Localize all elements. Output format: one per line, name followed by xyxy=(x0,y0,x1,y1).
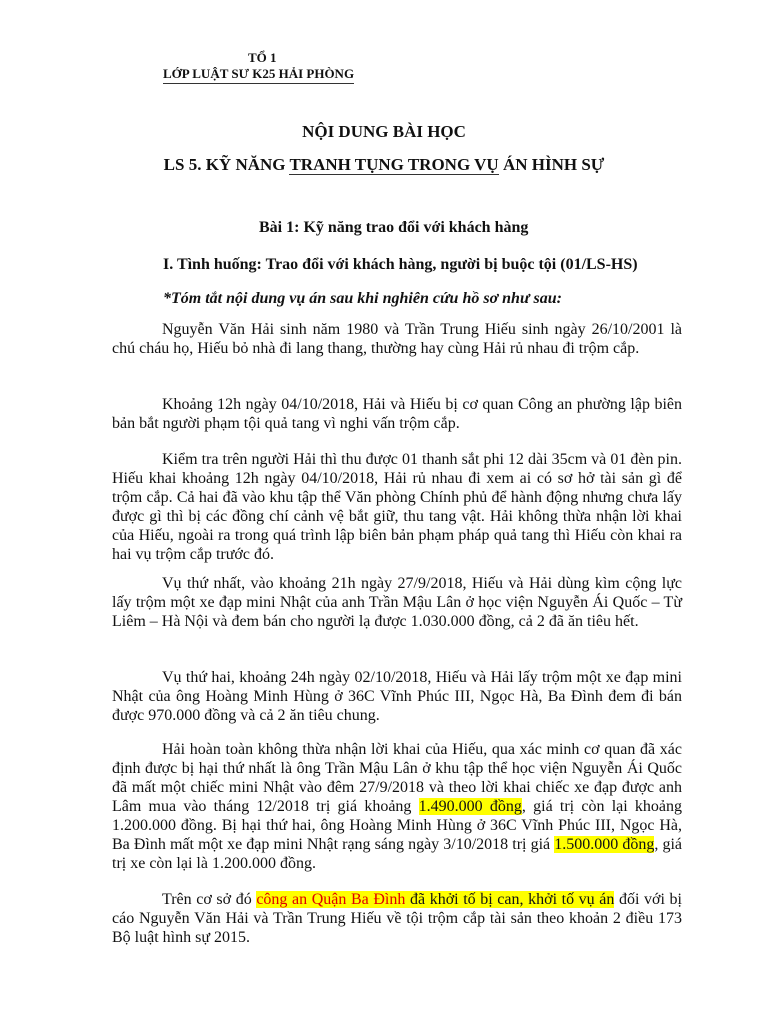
p7-red-highlight: công an Quận Ba Đình xyxy=(256,891,406,908)
situation-heading: I. Tình huống: Trao đổi với khách hàng, người bị buộc tội (01/LS-HS) xyxy=(163,256,638,273)
p6-highlight-2: 1.500.000 đồng xyxy=(554,836,655,853)
lesson-heading: Bài 1: Kỹ năng trao đổi với khách hàng xyxy=(259,219,529,236)
document-title: NỘI DUNG BÀI HỌC xyxy=(302,122,466,141)
p6-text-a: Hải hoàn toàn không thừa nhận lời khai của Hiếu, qua xác minh cơ quan đã xác định được bị hại thứ nhất là ông Trần Mậu Lân ở khu tập thể học viện Nguyễn Ái Quốc đã mất một chiếc mini Nhật vào đêm 27/9/2018 và theo lời khai chiếc xe đạp được anh Lâm mua vào tháng 12/2018 trị giá khoảng xyxy=(112,741,682,815)
subtitle-part-3: ÁN HÌNH SỰ xyxy=(498,155,605,174)
group-label: TỔ 1 xyxy=(248,50,277,65)
p7-text-b: đối với bị cáo Nguyễn Văn Hải và Trần Trung Hiếu về tội trộm cắp tài sản theo khoản 2 điều 173 Bộ luật hình sự 2015. xyxy=(112,891,683,946)
paragraph-2: Khoảng 12h ngày 04/10/2018, Hải và Hiếu bị cơ quan Công an phường lập biên bản bắt người phạm tội quả tang vì nghi vấn trộm cắp. xyxy=(112,396,682,432)
paragraph-3: Kiểm tra trên người Hải thì thu được 01 thanh sắt phi 12 dài 35cm và 01 đèn pin. Hiếu khai khoảng 12h ngày 04/10/2018, Hải rủ nhau đi xem ai có sơ hở tài sản gì để trộm cắp. Cả hai đã vào khu tập thể Văn phòng Chính phủ để hành động nhưng chưa lấy được gì thì bị các đồng chí cảnh vệ bắt giữ, thu tang vật. Hải không thừa nhận lời khai của Hiếu, ngoài ra trong quá trình lập biên bản phạm pháp quả tang thì Hiếu còn khai ra hai vụ trộm cắp trước đó. xyxy=(112,451,682,563)
class-name: LỚP LUẬT SƯ K25 HẢI PHÒNG xyxy=(163,66,354,84)
subtitle-part-1: LS 5. KỸ NĂNG xyxy=(163,155,290,174)
paragraph-1: Nguyễn Văn Hải sinh năm 1980 và Trần Trung Hiếu sinh ngày 26/10/2001 là chú cháu họ, Hiếu bỏ nhà đi lang thang, thường hay cùng Hải rủ nhau đi trộm cắp. xyxy=(112,321,682,357)
paragraph-5: Vụ thứ hai, khoảng 24h ngày 02/10/2018, Hiếu và Hải lấy trộm một xe đạp mini Nhật của ông Hoàng Minh Hùng ở 36C Vĩnh Phúc III, Ngọc Hà, Ba Đình đem đi bán được 970.000 đồng và cả 2 ăn tiêu chung. xyxy=(112,669,682,724)
paragraph-4: Vụ thứ nhất, vào khoảng 21h ngày 27/9/2018, Hiếu và Hải dùng kìm cộng lực lấy trộm một xe đạp mini Nhật của anh Trần Mậu Lân ở học viện Nguyễn Ái Quốc – Từ Liêm – Hà Nội và đem bán cho người lạ được 1.030.000 đồng, cả 2 đã ăn tiêu hết. xyxy=(112,575,682,630)
summary-heading: *Tóm tắt nội dung vụ án sau khi nghiên cứu hồ sơ như sau: xyxy=(163,290,562,307)
paragraph-6 xyxy=(112,740,682,873)
p7-highlight: đã khởi tố bị can, khởi tố vụ án xyxy=(405,891,615,908)
p6-text-c: , giá trị xe còn lại là 1.200.000 đồng. xyxy=(112,836,683,872)
p6-highlight-1: 1.490.000 đồng xyxy=(418,798,522,815)
document-subtitle xyxy=(0,155,768,175)
paragraph-7 xyxy=(112,890,682,947)
subtitle-part-underlined: TRANH TỤNG TRONG VỤ xyxy=(289,155,499,174)
p6-text-b: , giá trị còn lại khoảng 1.200.000 đồng. Bị hại thứ hai, ông Hoàng Minh Hùng ở 36C Vĩnh Phúc III, Ngọc Hà, Ba Đình mất một xe đạp mini Nhật rạng sáng ngày 3/10/2018 trị giá xyxy=(112,798,683,853)
p7-text-a: Trên cơ sở đó xyxy=(162,891,257,908)
